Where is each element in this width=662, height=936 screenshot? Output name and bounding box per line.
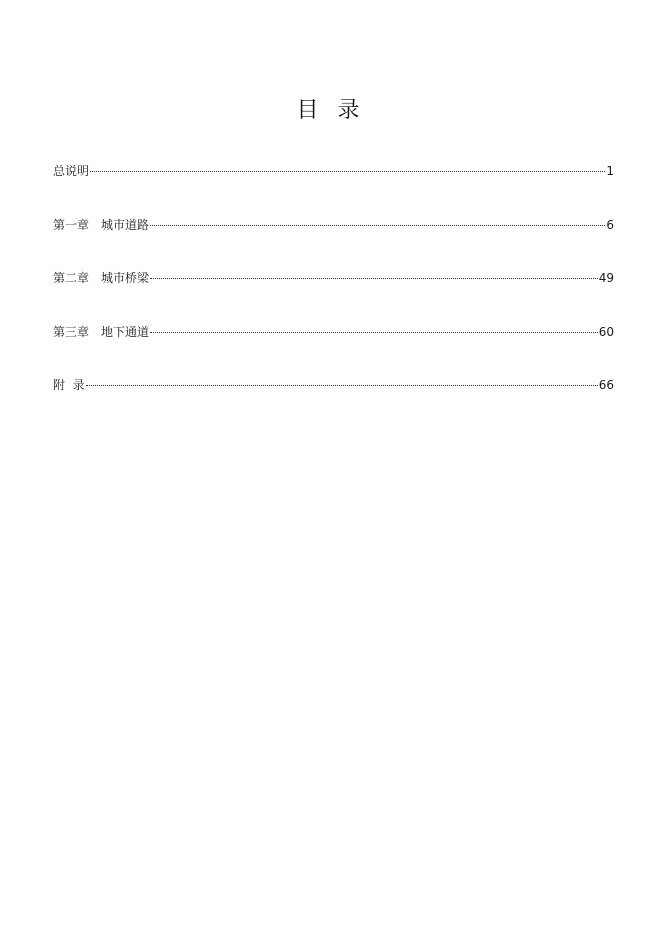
dot-leader <box>150 278 598 279</box>
toc-entry-label: 第三章 地下通道 <box>53 324 150 339</box>
toc-entry-page-number: 49 <box>598 271 614 285</box>
toc-entry-label: 总说明 <box>53 164 90 178</box>
toc-entry-page-number: 6 <box>606 217 614 232</box>
toc-entry-appendix[interactable] <box>53 376 614 394</box>
toc-entry-chapter-2[interactable] <box>53 269 614 287</box>
toc-entry-page-number: 1 <box>606 164 614 178</box>
toc-list <box>53 162 614 430</box>
toc-entry-label: 第一章 城市道路 <box>53 217 150 232</box>
toc-entry-page-number: 60 <box>598 324 614 339</box>
toc-title: 目 录 <box>296 98 366 123</box>
dot-leader <box>150 332 598 333</box>
toc-entry-page-number: 66 <box>598 378 614 392</box>
dot-leader <box>90 171 605 172</box>
toc-entry-chapter-3[interactable] <box>53 323 614 341</box>
toc-entry-chapter-1[interactable] <box>53 216 614 234</box>
dot-leader <box>86 385 598 386</box>
toc-entry-label: 第二章 城市桥梁 <box>53 271 150 285</box>
toc-entry-general-description[interactable] <box>53 162 614 180</box>
dot-leader <box>150 225 605 226</box>
toc-entry-label: 附 录 <box>53 378 85 392</box>
